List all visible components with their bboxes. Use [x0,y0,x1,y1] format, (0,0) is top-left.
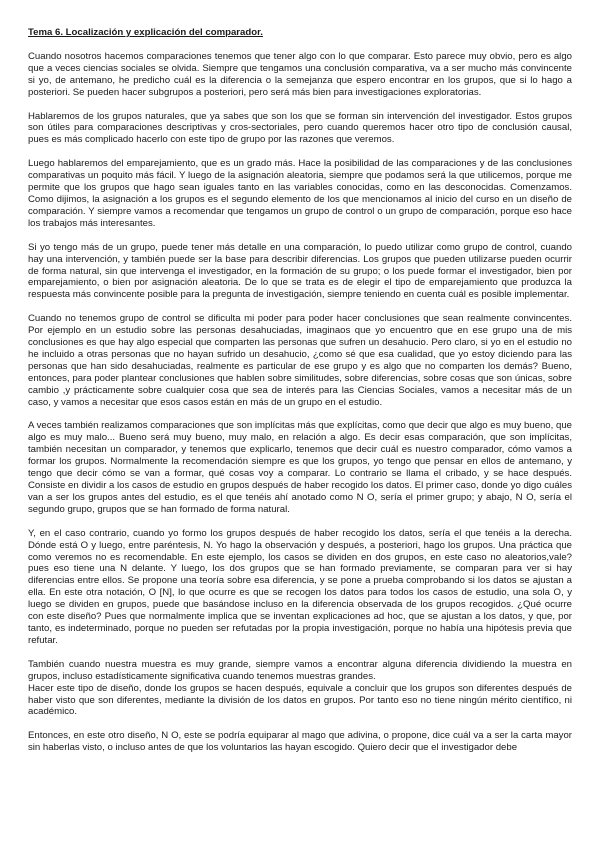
paragraph: También cuando nuestra muestra es muy grande, siempre vamos a encontrar alguna diferencia dividiendo la muestra en grupos, incluso estadísticamente significativa cuando tenemos muestras grandes. [28,658,572,682]
paragraph: Cuando no tenemos grupo de control se dificulta mi poder para poder hacer conclusiones que sean realmente convincentes. Por ejemplo en un estudio sobre las personas desahuciadas, imaginaos que yo encuentro que en ese grupo una de mis conclusiones es que hay algo especial que comparten las personas que sufren un desahucio. Pero claro, si yo en el estudio no he incluido a otras personas que no hayan sufrido un desahucio, ¿como sé que esa cualidad, que yo estoy diciendo para las personas que han sido desahuciadas, realmente es particular de ese grupo y es algo que no comparten los demás? Bueno, entonces, para poder plantear conclusiones que hablen sobre similitudes, sobre diferencias, sobre cosas que son únicas, sobre cambio ,y prácticamente sobre cualquier cosa que sea de interés para las Ciencias Sociales, vamos a necesitar más de un caso, y vamos a necesitar que esos casos están en más de un grupo en el estudio. [28,313,572,408]
document-page [28,27,572,766]
paragraph: Cuando nosotros hacemos comparaciones tenemos que tener algo con lo que comparar. Esto parece muy obvio, pero es algo que a veces ciencias sociales se olvida. Siempre que tengamos una conclusión comparativa, va a ser mucho más convincente si yo, de antemano, he predicho cuál es la diferencia o la semejanza que espero encontrar en los grupos, que si lo hago a posteriori. Se pueden hacer subgrupos a posteriori, pero será más bien para investigaciones exploratorias. [28,50,572,98]
paragraph: Si yo tengo más de un grupo, puede tener más detalle en una comparación, lo puedo utilizar como grupo de control, cuando hay una intervención, y también puede ser la base para describir diferencias. Los grupos que pueden utilizarse pueden ocurrir de forma natural, sin que intervenga el investigador, en la formación de su grupo; o los puede formar el investigador, bien por emparejamiento, o bien por asignación aleatoria. De lo que se trata es de elegir el tipo de emparejamiento que produzca la respuesta más convincente posible para la pregunta de investigación, siempre teniendo en cuenta cuál es posible implementar. [28,241,572,301]
paragraph: Luego hablaremos del emparejamiento, que es un grado más. Hace la posibilidad de las comparaciones y de las conclusiones comparativas un poquito más fácil. Y luego de la asignación aleatoria, siempre que podamos será la que utilicemos, porque me permite que los grupos que hago sean iguales tanto en las variables conocidas, como en las desconocidas. Comenzamos. Como dijimos, la asignación a los grupos es el segundo elemento de los que mencionamos al inicio del curso en un diseño de comparación. Y siempre vamos a recomendar que tengamos un grupo de control o un grupo de comparación, porque eso hace los trabajos más interesantes. [28,158,572,229]
paragraph: Hablaremos de los grupos naturales, que ya sabes que son los que se forman sin intervención del investigador. Estos grupos son útiles para comparaciones descriptivas y cros-sectoriales, pero cuando queremos hacer otro tipo de conclusión causal, pues es más complicado hacerlo con este tipo de grupo por las razones que veremos. [28,110,572,146]
document-title: Tema 6. Localización y explicación del comparador. [28,27,263,38]
paragraph: Hacer este tipo de diseño, donde los grupos se hacen después, equivale a concluir que los grupos son diferentes después de haber visto que son diferentes, mediante la división de los datos en grupos. Por tanto eso no tiene ningún mérito científico, ni académico. [28,682,572,718]
paragraph: Entonces, en este otro diseño, N O, este se podría equiparar al mago que adivina, o propone, dice cuál va a ser la carta mayor sin haberlas visto, o incluso antes de que los voluntarios las hayan escogido. Quiero decir que el investigador debe [28,730,572,754]
paragraph: Y, en el caso contrario, cuando yo formo los grupos después de haber recogido los datos, sería el que tenéis a la derecha. Dónde está O y luego, entre paréntesis, N. Yo hago la observación y después, a posteriori, hago los grupos. Una práctica que como veremos no es recomendable. En este ejemplo, los casos se dividen en dos grupos, en este caso no aleatorios,vale? pues eso tiene una N delante. Y luego, los dos grupos que se han formado previamente, se comparan para ver si hay diferencias entre ellos. Se propone una teoría sobre esa diferencia, y se pone a prueba comprobando si los datos se ajustan a ella. En este otra notación, O [N], lo que ocurre es que se recogen los datos para todos los casos de estudio, una sola O, y luego se dividen en grupos, puede que basándose incluso en la diferencia observada de los grupos recogidos. ¿Qué ocurre con este diseño? Pues que normalmente implica que se inventan explicaciones ad hoc, que se ajustan a los datos, y que, por tanto, es indeterminado, porque no pueden ser refutadas por la propia investigación, porque no había una hipótesis previa que refutar. [28,527,572,646]
paragraph: A veces también realizamos comparaciones que son implícitas más que explícitas, como que decir que algo es muy bueno, que algo es muy malo... Bueno será muy bueno, muy malo, en relación a algo. Es decir esas comparación, que son implícitas, también necesitan un comparador, y tenemos que explicarlo, tenemos que decir cuál es nuestro comparador, cómo vamos a formar los grupos. Normalmente la recomendación siempre es que los grupos, yo tengo que pensar en ellos de antemano, y tengo que decir cómo se van a formar, qué cosas voy a comparar. Lo contrario se llama el cribado, y se hace después. Consiste en dividir a los casos de estudio en grupos después de haber recogido los datos. El primer caso, donde yo digo cuáles van a ser los grupos antes del estudio, es el que tenéis ahí anotado como N O, sería el primer grupo; y abajo, N O, sería el segundo grupo, grupos que se han formado de forma natural. [28,420,572,515]
